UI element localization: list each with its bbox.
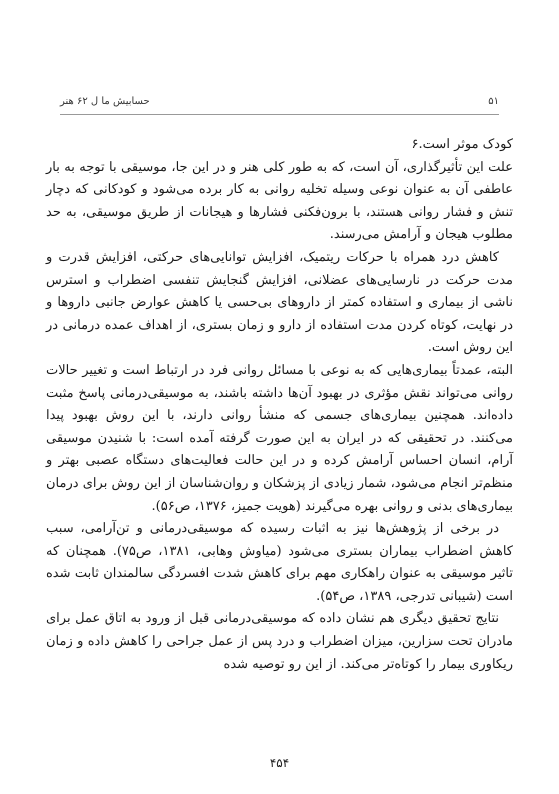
running-header (60, 96, 499, 112)
paragraph: البته، عمدتاً بیماری‌هایی که به نوعی با مسائل روانی فرد در ارتباط است و تغییر حالات روانی می‌تواند نقش مؤثری در بهبود آن‌ها داشته باشند، به موسیقی‌درمانی پاسخ مثبت داده‌اند. همچنین بیماری‌های جسمی که منشأ روانی دارند، با این روش بهبود پیدا می‌کنند. در تحقیقی که در ایران به این صورت گرفته آمده است: با شنیدن موسیقی آرام، انسان احساس آرامش کرده و در این حالت فعالیت‌های دستگاه عصبی بهتر و منظم‌تر انجام می‌شود، شمار زیادی از پزشکان و روان‌شناسان از این روش برای درمان بیماری‌های بدنی و روانی بهره می‌گیرند (هویت جمیز، ۱۳۷۶، ص۵۶). (46, 362, 513, 514)
paragraph: علت این تأثیرگذاری، آن است، که به طور کلی هنر و در این جا، موسیقی با توجه به بار عاطفی آن به عنوان نوعی وسیله تخلیه روانی به کار برده می‌شود و کودکانی که دچار تنش و فشار روانی هستند، با برون‌فکنی فشارها و هیجانات از طریق موسیقی، به حد مطلوب هیجان و آرامش می‌رسند. (46, 159, 513, 243)
paragraph: نتایج تحقیق دیگری هم نشان داده که موسیقی‌درمانی قبل از ورود به اتاق عمل برای مادران تحت سزارین، میزان اضطراب و درد پس از عمل جراحی را کاهش داده و زمان ریکاوری بیمار را کوتاه‌تر می‌کند. از این رو توصیه شده (46, 611, 513, 672)
paragraph-continuation: کودک موثر است.۶ (411, 137, 513, 152)
running-title: حسابیش ما ل ۶۲ هنر (60, 96, 150, 107)
paragraph: در برخی از پژوهش‌ها نیز به اثبات رسیده که موسیقی‌درمانی و تن‌آرامی، سبب کاهش اضطراب بیماران بستری می‌شود (میاوش وهابی، ۱۳۸۱، ص۷۵). همچنان که تاثیر موسیقی به عنوان راهکاری مهم برای کاهش شدت افسردگی سالمندان ثابت شده است (شیبانی تدرجی، ۱۳۸۹، ص۵۴). (46, 521, 513, 604)
body-text (46, 134, 513, 676)
page-number: ۴۵۴ (269, 756, 290, 770)
header-divider (60, 114, 499, 115)
paragraph: کاهش درد همراه با حرکات ریتمیک، افزایش توانایی‌های حرکتی، افزایش قدرت و مدت حرکت در نارسایی‌های عضلانی، افزایش گنجایش تنفسی اضطراب و استرس ناشی از بیماری و استفاده کمتر از داروهای بی‌حسی یا کاهش عوارض جانبی داروها و در نهایت، کوتاه کردن مدت استفاده از دارو و زمان بستری، از اهداف عمده درمانی در این روش است. (46, 249, 513, 356)
header-page-marker: ۵۱ (488, 96, 499, 107)
